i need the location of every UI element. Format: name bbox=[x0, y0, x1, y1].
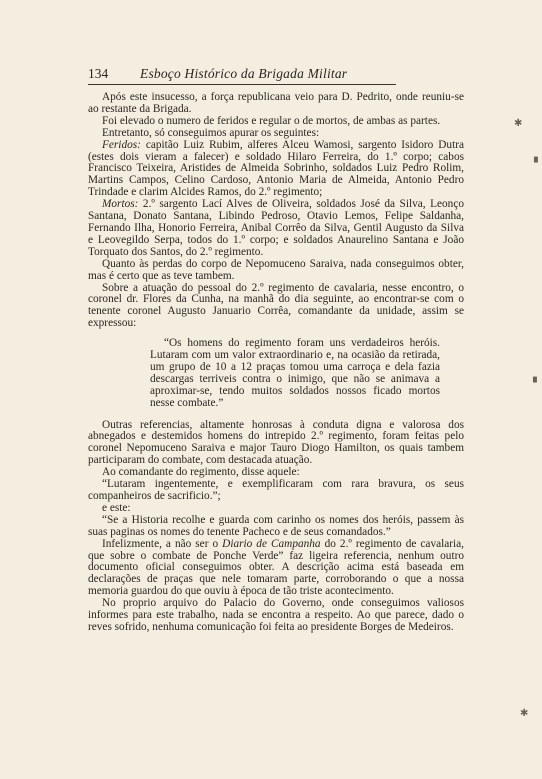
paragraph: Entretanto, só conseguimos apurar os seguintes: bbox=[102, 126, 320, 139]
paragraph: Sobre a atuação do pessoal do 2.º regimento de cavalaria, nesse encontro, o coronel dr. Flores da Cunha, na manhã do dia seguinte, ao encontrar-se com o tenente coronel Augusto Januario Corrêa, comandante da unidade, assim se expressou: bbox=[88, 281, 464, 330]
paragraph: Foi elevado o numero de feridos e regular o de mortos, de ambas as partes. bbox=[102, 114, 441, 127]
paragraph-lead: Feridos: bbox=[102, 138, 141, 151]
paragraph: “Se a Historia recolhe e guarda com carinho os nomes dos heróis, passem às suas paginas os nomes do tenente Pacheco e de seus comandados.” bbox=[88, 513, 464, 538]
paragraph: Quanto às perdas do corpo de Nepomuceno Saraiva, nada conseguimos obter, mas é certo que as teve tambem. bbox=[88, 257, 464, 282]
paragraph-lead: Mortos: bbox=[102, 198, 139, 211]
page-body bbox=[88, 92, 464, 634]
paragraph-text: capitão Luiz Rubim, alferes Alceu Wamosi, sargento Isidoro Dutra (estes dois vieram a falecer) e soldado Hilaro Ferreira, do 1.º corpo; cabos Francisco Teixeira, Aristides de Almeida Sobrinho, soldados Luiz Pedro Rolim, Martins Campos, Celino Cardoso, Antonio Maria de Almeida, Antonio Pedro Trindade e clarim Alcides Ramos, do 2.º regimento; bbox=[88, 138, 464, 199]
running-title: Esboço Histórico da Brigada Militar bbox=[140, 66, 348, 81]
paragraph-feridos bbox=[88, 140, 464, 200]
paragraph: e este: bbox=[102, 501, 131, 514]
quote-text: “Os homens do regimento foram uns verdadeiros heróis. Lutaram com um valor extraordinario e, na ocasião da retirada, um grupo de 10 a 12 praças tomou uma carroça e dela fazia descargas terriveis contra o inimigo, que não se animava a aproximar-se, tendo muitos soldados nossos ficado mortos nesse combate.” bbox=[150, 337, 440, 409]
page-header bbox=[88, 66, 488, 82]
margin-mark: ✱ bbox=[520, 708, 529, 719]
paragraph-text: do 2.º regimento de cavalaria, que sobre o combate de Ponche Verde” faz ligeira referencia, nenhum outro documento oficial conseguimos obter. A descrição acima está baseada em declarações de praças que nele tomaram parte, corroborando o que a nossa memoria guardou do que ouviu à época de tão triste acontecimento. bbox=[88, 537, 464, 598]
margin-mark: ▘ bbox=[534, 158, 542, 169]
paragraph-mortos bbox=[88, 199, 464, 259]
page-number: 134 bbox=[88, 66, 109, 81]
paragraph-infelizmente bbox=[88, 539, 464, 599]
block-quote bbox=[150, 338, 440, 409]
paragraph: Após este insucesso, a força republicana veio para D. Pedrito, onde reuniu-se ao restante da Brigada. bbox=[88, 91, 464, 115]
paragraph: Ao comandante do regimento, disse aquele: bbox=[102, 466, 300, 479]
header-rule bbox=[88, 84, 396, 85]
paragraph-text: Infelizmente, a não ser o bbox=[102, 537, 223, 550]
paragraph: “Lutaram ingentemente, e exemplificaram com rara bravura, os seus companheiros de sacrificio.”; bbox=[88, 478, 464, 502]
paragraph: Outras referencias, altamente honrosas à conduta digna e valorosa dos abnegados e destemidos homens do intrepido 2.º regimento, foram feitas pelo coronel Nepomuceno Saraiva e major Tauro Diogo Hamilton, os quais tambem participaram do combate, com destacada atuação. bbox=[88, 418, 464, 467]
margin-mark: ▘ bbox=[533, 378, 541, 389]
margin-mark: ✱ bbox=[514, 118, 523, 129]
paragraph: No proprio arquivo do Palacio do Governo, onde conseguimos valiosos informes para este trabalho, nada se encontra a respeito. Ao que parece, dado o reves sofrido, nenhuma comunicação foi feita ao presidente Borges de Medeiros. bbox=[88, 597, 464, 633]
diario-title: Diario de Campanha bbox=[222, 537, 321, 550]
paragraph-text: 2.º sargento Lací Alves de Oliveira, soldados José da Silva, Leonço Santana, Donato Santana, Libindo Pedroso, Otavio Lemos, Felipe Saldanha, Fernando Ilha, Honorio Ferreira, Anibal Corrêo da Silva, Gentil Augusto da Silva e Leovegildo Serpa, todos do 1.º corpo; e soldados Anaurelino Santana e João Torquato dos Santos, do 2.º regimento. bbox=[88, 198, 464, 258]
